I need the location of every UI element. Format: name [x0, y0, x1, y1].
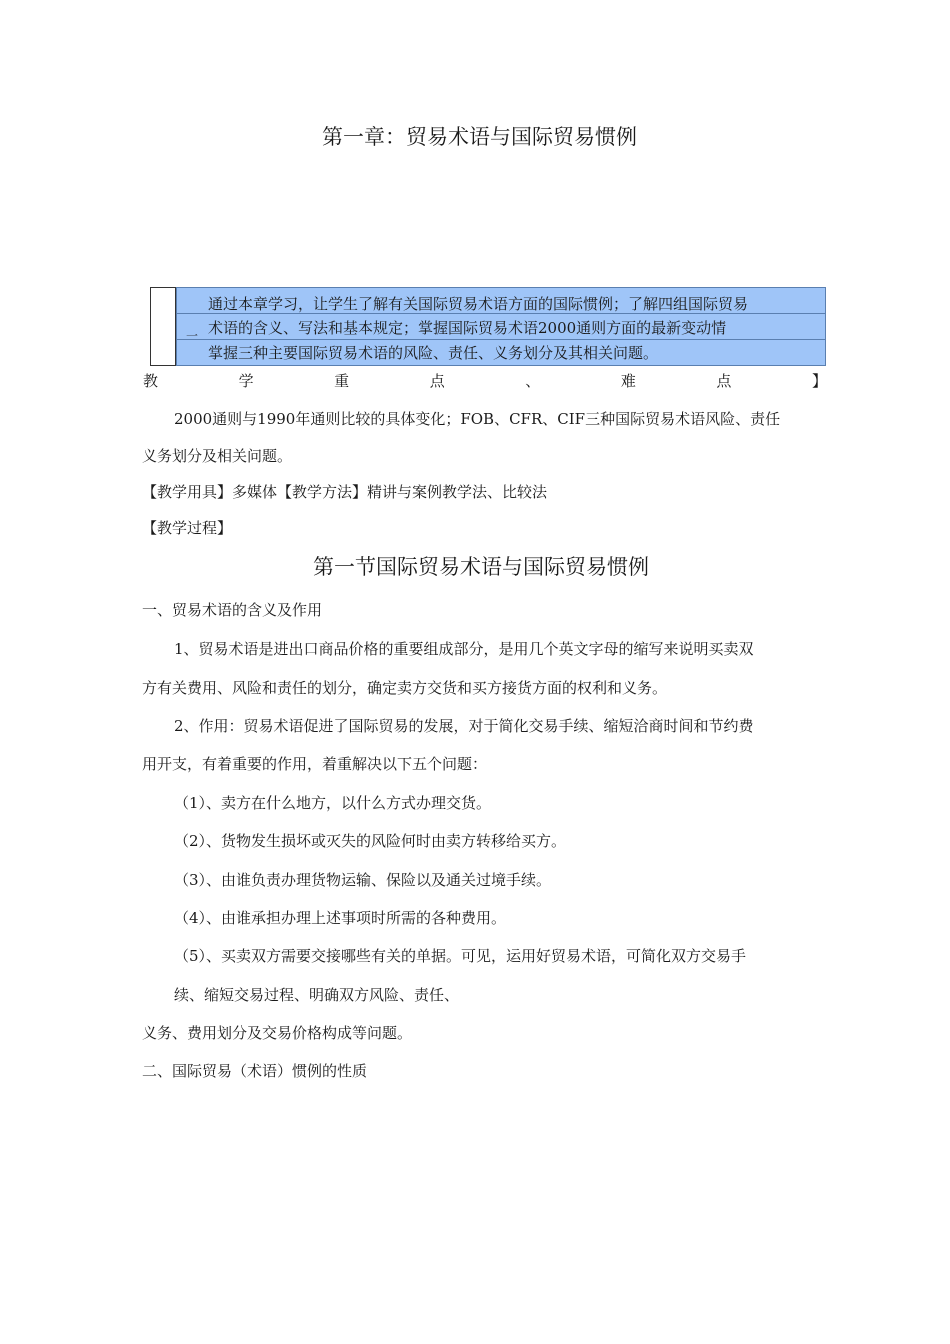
keypoints-char: 、 [525, 372, 541, 390]
keypoints-char: 点 [716, 372, 732, 390]
chapter-title: 第一章：贸易术语与国际贸易惯例 [322, 125, 637, 149]
objectives-box [150, 287, 826, 366]
objectives-divider [176, 339, 826, 340]
keypoints-header [143, 370, 827, 391]
list-item-5-line-2: 续、缩短交易过程、明确双方风险、责任、 [174, 986, 460, 1004]
objectives-line-1: 通过本章学习，让学生了解有关国际贸易术语方面的国际惯例；了解四组国际贸易 [208, 295, 749, 313]
heading-2: 二、国际贸易（术语）惯例的性质 [142, 1062, 368, 1080]
keypoints-text-1: 2000通则与1990年通则比较的具体变化；FOB、CFR、CIF三种国际贸易术语风险、责任 [174, 410, 781, 428]
tools-methods: 【教学用具】多媒体【教学方法】精讲与案例教学法、比较法 [142, 483, 548, 501]
objectives-line-2: 术语的含义、写法和基本规定；掌握国际贸易术语2000通则方面的最新变动情 [208, 319, 727, 337]
list-item-4: （4）、由谁承担办理上述事项时所需的各种费用。 [174, 909, 507, 927]
list-item-5-line-3: 义务、费用划分及交易价格构成等问题。 [142, 1024, 413, 1042]
list-item-5-line-1: （5）、买卖双方需要交接哪些有关的单据。可见，运用好贸易术语，可简化双方交易手 [174, 947, 747, 965]
list-item-2: （2）、货物发生损坏或灭失的风险何时由卖方转移给买方。 [174, 832, 567, 850]
list-item-1: （1）、卖方在什么地方，以什么方式办理交货。 [174, 794, 492, 812]
objectives-mark: 一 [186, 329, 199, 343]
section-title: 第一节国际贸易术语与国际贸易惯例 [313, 555, 649, 579]
para-1-line-1: 1、贸易术语是进出口商品价格的重要组成部分，是用几个英文字母的缩写来说明买卖双 [174, 640, 754, 658]
keypoints-text-2: 义务划分及相关问题。 [142, 447, 293, 465]
para-2-line-1: 2、作用：贸易术语促进了国际贸易的发展，对于简化交易手续、缩短洽商时间和节约费 [174, 717, 754, 735]
process-label: 【教学过程】 [142, 519, 233, 537]
keypoints-char: 学 [238, 372, 254, 390]
keypoints-char: 点 [429, 372, 445, 390]
heading-1: 一、贸易术语的含义及作用 [142, 601, 323, 619]
list-item-3: （3）、由谁负责办理货物运输、保险以及通关过境手续。 [174, 871, 552, 889]
keypoints-char: 】 [811, 372, 827, 390]
objectives-line-3: 掌握三种主要国际贸易术语的风险、责任、义务划分及其相关问题。 [208, 344, 659, 362]
keypoints-char: 难 [620, 372, 636, 390]
keypoints-char: 教 [143, 372, 159, 390]
para-1-line-2: 方有关费用、风险和责任的划分，确定卖方交货和买方接货方面的权利和义务。 [142, 679, 668, 697]
para-2-line-2: 用开支，有着重要的作用，着重解决以下五个问题： [142, 755, 488, 773]
keypoints-char: 重 [334, 372, 350, 390]
objectives-label-cell [150, 287, 176, 366]
